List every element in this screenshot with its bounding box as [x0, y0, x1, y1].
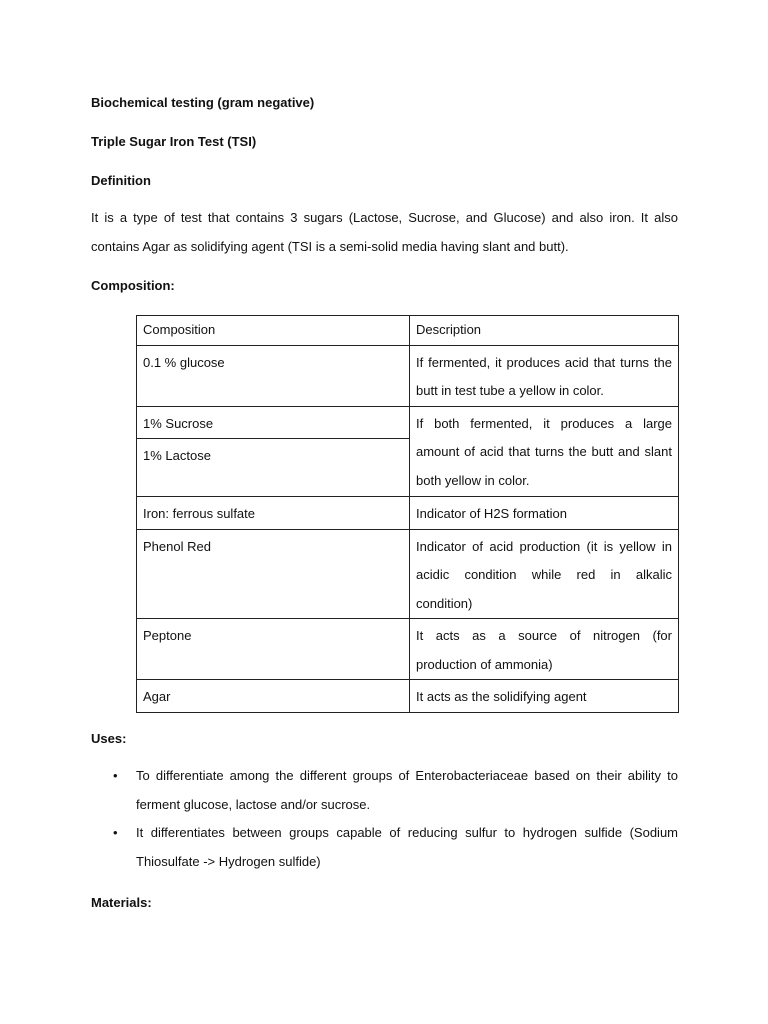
list-item-text: It differentiates between groups capable of reducing sulfur to hydrogen sulfide (Sodium Thiosulfate -> Hydrogen sulfide)	[136, 825, 678, 869]
uses-list	[91, 762, 678, 876]
table-cell-composition: Iron: ferrous sulfate	[137, 497, 410, 530]
uses-heading: Uses:	[91, 731, 127, 746]
table-header-composition: Composition	[137, 316, 410, 346]
table-cell-composition: 1% Sucrose	[137, 406, 410, 439]
composition-heading: Composition:	[91, 278, 175, 293]
definition-paragraph: It is a type of test that contains 3 sugars (Lactose, Sucrose, and Glucose) and also iron. It also contains Agar as solidifying agent (TSI is a semi-solid media having slant and butt).	[91, 210, 678, 254]
table-cell-composition: 0.1 % glucose	[137, 345, 410, 406]
table-cell-composition: Peptone	[137, 619, 410, 680]
bullet-icon: •	[113, 825, 118, 840]
list-item-text: To differentiate among the different groups of Enterobacteriaceae based on their ability to ferment glucose, lactose and/or sucrose.	[136, 768, 678, 812]
table-row	[137, 497, 679, 530]
table-row	[137, 345, 679, 406]
document-title: Biochemical testing (gram negative)	[91, 95, 315, 110]
table-cell-composition: Agar	[137, 680, 410, 713]
table-row	[137, 619, 679, 680]
table-row	[137, 680, 679, 713]
bullet-icon: •	[113, 768, 118, 783]
materials-heading: Materials:	[91, 895, 152, 910]
list-item	[91, 819, 678, 876]
table-row	[137, 406, 679, 439]
table-cell-composition: Phenol Red	[137, 529, 410, 619]
table-cell-composition: 1% Lactose	[137, 439, 410, 497]
table-cell-description: Indicator of acid production (it is yellow in acidic condition while red in alkalic condition)	[410, 529, 679, 619]
table-header-row	[137, 316, 679, 346]
table-cell-description: It acts as the solidifying agent	[410, 680, 679, 713]
list-item	[91, 762, 678, 819]
table-header-description: Description	[410, 316, 679, 346]
table-cell-description: Indicator of H2S formation	[410, 497, 679, 530]
test-name-heading: Triple Sugar Iron Test (TSI)	[91, 134, 257, 149]
table-cell-description: It acts as a source of nitrogen (for production of ammonia)	[410, 619, 679, 680]
definition-heading: Definition	[91, 173, 151, 188]
composition-table	[136, 315, 679, 713]
table-row	[137, 529, 679, 619]
table-cell-description: If fermented, it produces acid that turns the butt in test tube a yellow in color.	[410, 345, 679, 406]
table-cell-description: If both fermented, it produces a large amount of acid that turns the butt and slant both yellow in color.	[410, 406, 679, 497]
